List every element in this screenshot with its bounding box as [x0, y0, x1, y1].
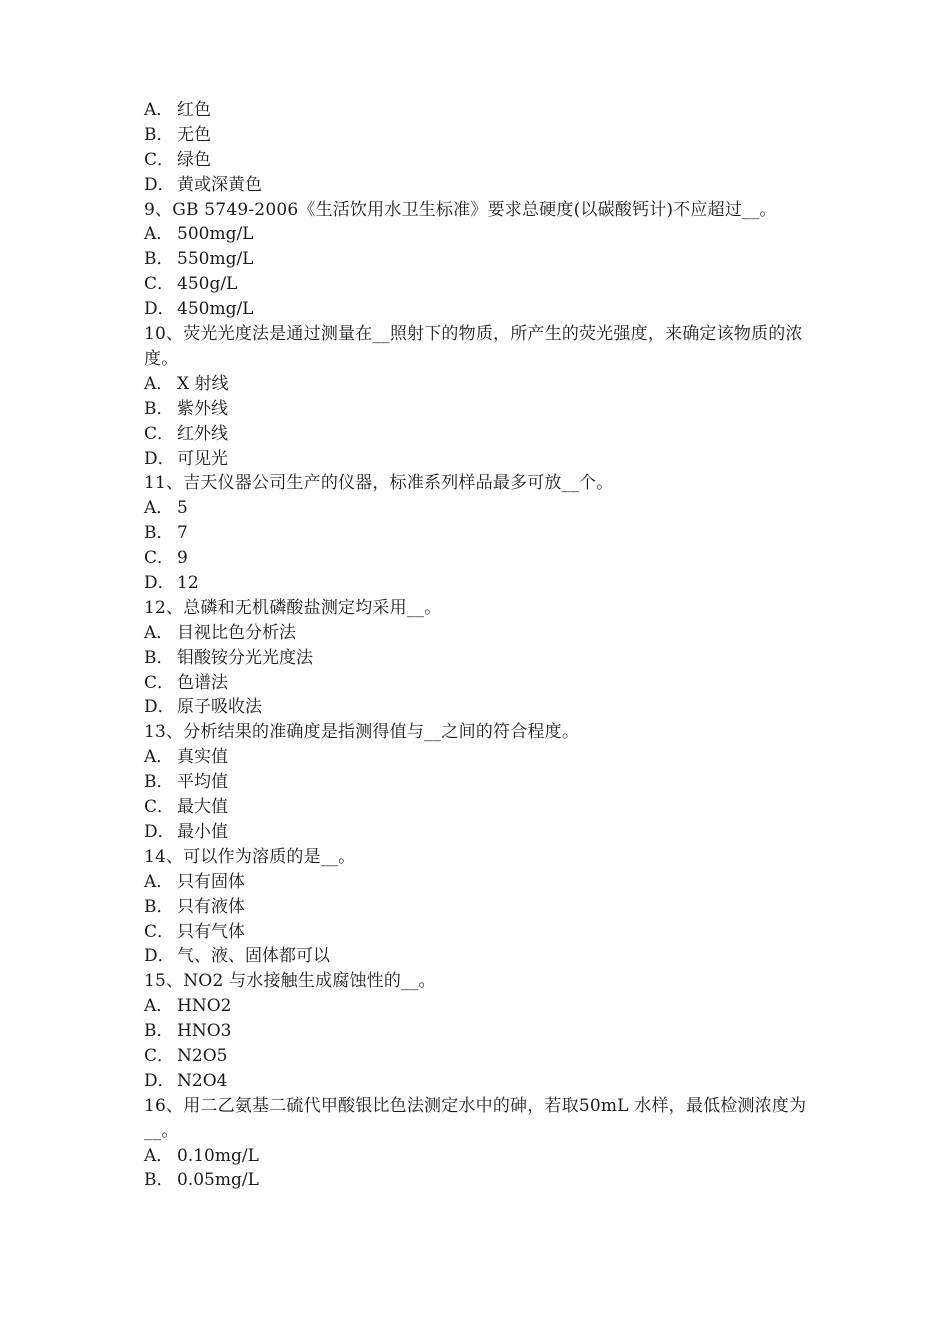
option-letter: B． — [144, 772, 174, 793]
answer-option — [144, 671, 814, 696]
answer-option — [144, 123, 814, 148]
option-text: 只有固体 — [177, 871, 245, 892]
answer-option — [144, 1019, 814, 1044]
question-stem: 11、吉天仪器公司生产的仪器，标准系列样品最多可放__个。 — [144, 473, 614, 494]
option-letter: A． — [144, 498, 174, 519]
option-letter: B． — [144, 647, 174, 668]
option-letter: A． — [144, 996, 174, 1017]
option-letter: C． — [144, 548, 175, 569]
question-stem: 13、分析结果的准确度是指测得值与__之间的符合程度。 — [144, 722, 580, 743]
answer-option — [144, 297, 814, 322]
option-text: N2O4 — [177, 1070, 228, 1091]
option-text: 红外线 — [177, 423, 228, 444]
option-text: 色谱法 — [177, 672, 228, 693]
option-text: 450mg/L — [177, 299, 254, 320]
answer-option — [144, 920, 814, 945]
answer-option — [144, 621, 814, 646]
option-text: 12 — [177, 572, 199, 593]
question-stem: 15、NO2 与水接触生成腐蚀性的__。 — [144, 971, 436, 992]
answer-option — [144, 447, 814, 472]
option-letter: D． — [144, 174, 175, 195]
option-text: 5 — [177, 498, 188, 519]
option-text: 550mg/L — [177, 249, 254, 270]
option-letter: B． — [144, 249, 174, 270]
option-letter: C． — [144, 274, 175, 295]
option-letter: C． — [144, 797, 175, 818]
question-list — [144, 98, 814, 1193]
option-text: 9 — [177, 548, 188, 569]
answer-option — [144, 994, 814, 1019]
question-stem: 16、用二乙氨基二硫代甲酸银比色法测定水中的砷，若取50mL 水样，最低检测浓度为__。 — [144, 1095, 807, 1141]
option-text: 无色 — [177, 124, 211, 145]
question-stem: 12、总磷和无机磷酸盐测定均采用__。 — [144, 597, 442, 618]
answer-option — [144, 1144, 814, 1169]
option-text: 目视比色分析法 — [177, 622, 296, 643]
option-letter: D． — [144, 299, 175, 320]
option-letter: D． — [144, 448, 175, 469]
answer-option — [144, 571, 814, 596]
option-letter: D． — [144, 946, 175, 967]
option-letter: C． — [144, 1045, 175, 1066]
option-text: 450g/L — [177, 274, 238, 295]
option-letter: B． — [144, 1170, 174, 1191]
option-text: 原子吸收法 — [177, 697, 262, 718]
answer-option — [144, 646, 814, 671]
option-letter: D． — [144, 572, 175, 593]
answer-option — [144, 222, 814, 247]
option-letter: D． — [144, 697, 175, 718]
answer-option — [144, 546, 814, 571]
option-text: 真实值 — [177, 747, 228, 768]
option-letter: C． — [144, 672, 175, 693]
answer-option — [144, 372, 814, 397]
option-text: 绿色 — [177, 149, 211, 170]
option-text: 最小值 — [177, 821, 228, 842]
option-letter: B． — [144, 523, 174, 544]
answer-option — [144, 895, 814, 920]
option-letter: C． — [144, 423, 175, 444]
option-letter: D． — [144, 821, 175, 842]
option-text: 可见光 — [177, 448, 228, 469]
answer-option — [144, 745, 814, 770]
question-stem: 9、GB 5749-2006《生活饮用水卫生标准》要求总硬度(以碳酸钙计)不应超过__。 — [144, 199, 777, 220]
answer-option — [144, 422, 814, 447]
option-letter: B． — [144, 398, 174, 419]
option-letter: A． — [144, 622, 174, 643]
option-text: 0.10mg/L — [177, 1145, 259, 1166]
option-letter: B． — [144, 124, 174, 145]
option-letter: A． — [144, 1145, 174, 1166]
answer-option — [144, 695, 814, 720]
answer-option — [144, 247, 814, 272]
answer-option — [144, 1044, 814, 1069]
option-text: HNO3 — [177, 1021, 232, 1042]
option-letter: C． — [144, 149, 175, 170]
answer-option — [144, 173, 814, 198]
option-letter: A． — [144, 224, 174, 245]
question-stem: 14、可以作为溶质的是__。 — [144, 846, 356, 867]
option-text: 500mg/L — [177, 224, 254, 245]
answer-option — [144, 98, 814, 123]
answer-option — [144, 272, 814, 297]
option-text: 0.05mg/L — [177, 1170, 259, 1191]
answer-option — [144, 521, 814, 546]
answer-option — [144, 870, 814, 895]
option-text: X 射线 — [177, 373, 229, 394]
option-letter: D． — [144, 1070, 175, 1091]
option-text: N2O5 — [177, 1045, 228, 1066]
answer-option — [144, 770, 814, 795]
option-letter: B． — [144, 896, 174, 917]
option-text: HNO2 — [177, 996, 232, 1017]
option-letter: B． — [144, 1021, 174, 1042]
option-letter: A． — [144, 871, 174, 892]
option-text: 红色 — [177, 100, 211, 120]
question-stem: 10、荧光光度法是通过测量在__照射下的物质，所产生的荧光强度，来确定该物质的浓度。 — [144, 324, 803, 369]
answer-option — [144, 820, 814, 845]
option-text: 7 — [177, 523, 188, 544]
answer-option — [144, 148, 814, 173]
answer-option — [144, 795, 814, 820]
answer-option — [144, 1168, 814, 1193]
answer-option — [144, 496, 814, 521]
option-text: 钼酸铵分光光度法 — [177, 647, 313, 668]
option-text: 平均值 — [177, 772, 228, 793]
option-text: 黄或深黄色 — [177, 174, 262, 195]
option-letter: A． — [144, 373, 174, 394]
option-text: 气、液、固体都可以 — [177, 946, 330, 967]
answer-option — [144, 1069, 814, 1094]
option-letter: A． — [144, 747, 174, 768]
option-letter: C． — [144, 921, 175, 942]
option-letter: A． — [144, 100, 174, 120]
option-text: 最大值 — [177, 797, 228, 818]
answer-option — [144, 397, 814, 422]
option-text: 只有液体 — [177, 896, 245, 917]
option-text: 紫外线 — [177, 398, 228, 419]
option-text: 只有气体 — [177, 921, 245, 942]
answer-option — [144, 944, 814, 969]
